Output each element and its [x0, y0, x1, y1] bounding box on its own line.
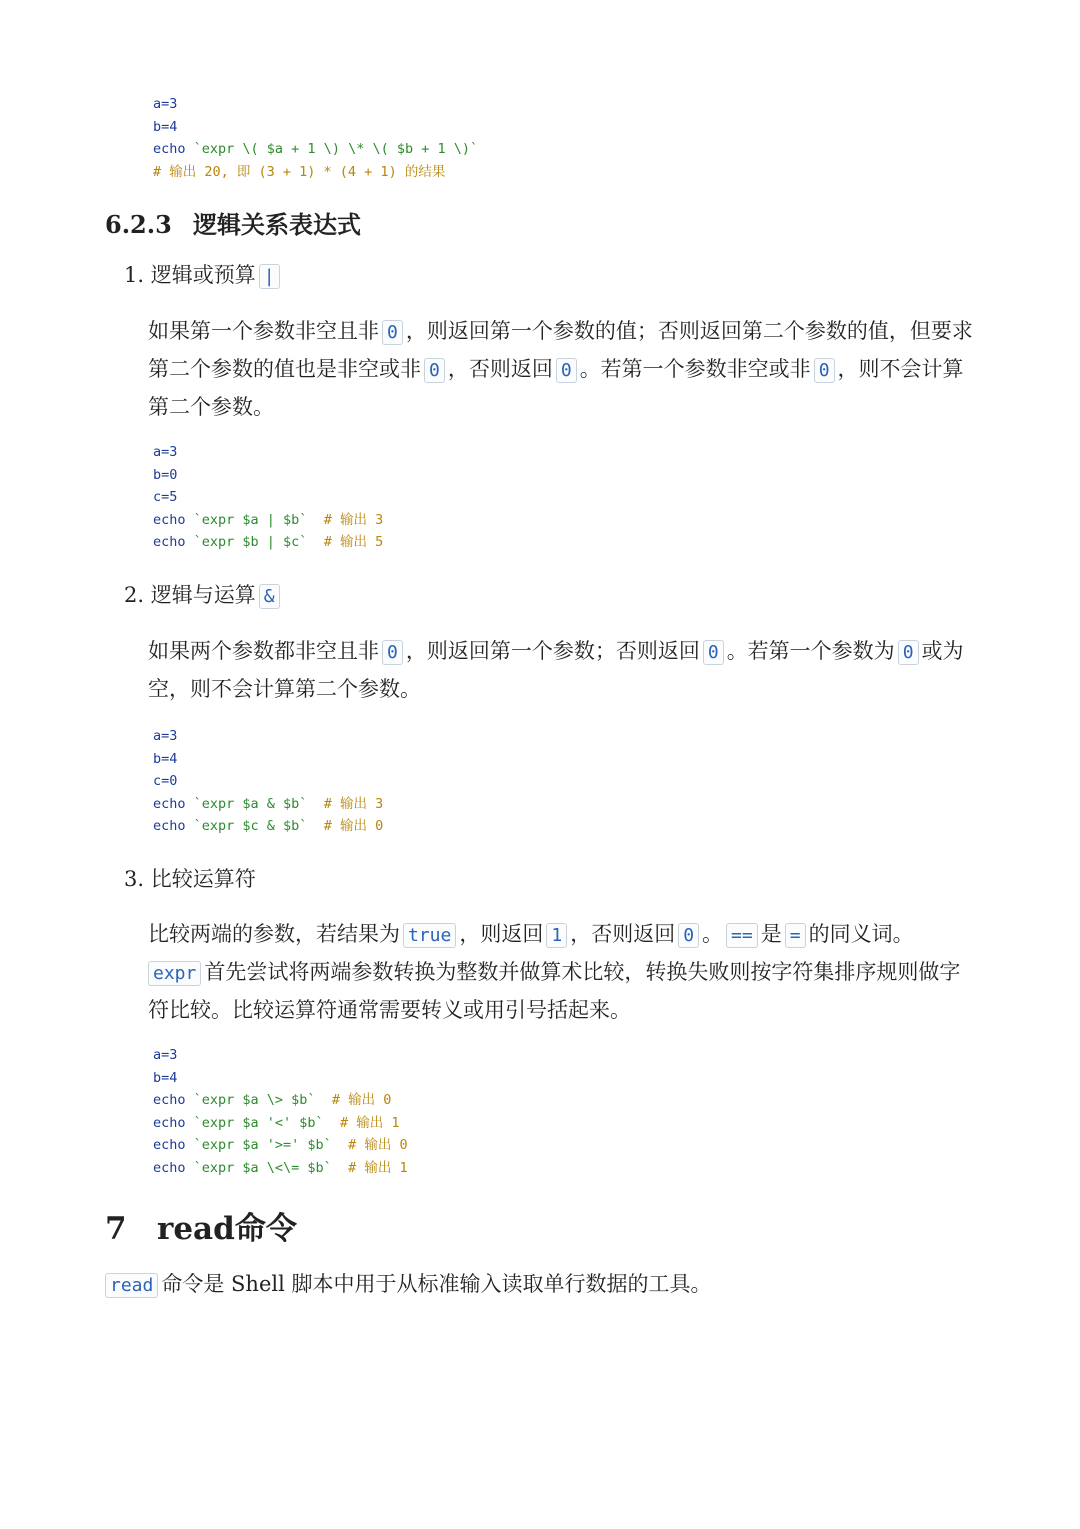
code-comment: # 输出 20, 即 (3 + 1) * (4 + 1) 的结果 — [153, 163, 446, 180]
inline-code: read — [105, 1273, 158, 1298]
paragraph-logical-and — [148, 633, 978, 707]
code-keyword: echo — [153, 1159, 186, 1176]
code-line: b=0 — [153, 466, 178, 483]
code-keyword: echo — [153, 818, 186, 835]
code-block-logical-or — [153, 441, 383, 554]
code-line: `expr $a \<\= $b` — [185, 1159, 332, 1176]
section-heading-7 — [105, 1203, 297, 1248]
text: 如果两个参数都非空且非 — [148, 639, 379, 663]
text: 或为空，则不会计算第二个参数。 — [148, 639, 964, 701]
code-line: `expr $b | $c` — [185, 534, 308, 551]
paragraph-logical-or — [148, 313, 978, 425]
inline-code: & — [259, 584, 280, 609]
list-item-label: 2. 逻辑与运算 — [124, 583, 256, 607]
code-line: a=3 — [153, 1047, 178, 1063]
code-line: a=3 — [153, 728, 178, 744]
section-number: 6.2.3 — [105, 210, 172, 239]
code-comment: # 输出 1 — [331, 1159, 408, 1176]
inline-code: 0 — [678, 923, 699, 948]
inline-code: 0 — [382, 320, 403, 345]
text: ，则返回 — [459, 922, 544, 946]
code-line: c=5 — [153, 489, 178, 506]
code-comment: # 输出 5 — [307, 534, 384, 551]
code-line: b=4 — [153, 1069, 178, 1086]
paragraph-comparison — [148, 916, 978, 1028]
code-comment: # 输出 3 — [307, 795, 384, 812]
code-line: `expr $a & $b` — [185, 795, 308, 812]
list-item-label: 3. 比较运算符 — [124, 867, 256, 891]
code-comment: # 输出 1 — [323, 1114, 400, 1131]
code-line: `expr $a '<' $b` — [185, 1114, 324, 1131]
inline-code: 0 — [898, 640, 919, 665]
code-comment: # 输出 0 — [307, 818, 384, 835]
text: 首先尝试将两端参数转换为整数并做算术比较，转换失败则按字符集排序规则做字符比较。比较运算符通常需要转义或用引号括起来。 — [148, 960, 961, 1022]
code-keyword: echo — [153, 141, 186, 158]
code-comment: # 输出 0 — [331, 1137, 408, 1154]
text: 。 — [702, 922, 724, 946]
list-item-label: 1. 逻辑或预算 — [124, 263, 256, 287]
code-comment: # 输出 3 — [307, 511, 384, 528]
code-line: `expr $a '>=' $b` — [185, 1137, 332, 1154]
inline-code: | — [259, 264, 280, 289]
paragraph-read — [105, 1266, 985, 1304]
inline-code: = — [785, 923, 806, 948]
code-keyword: echo — [153, 1092, 186, 1109]
text: 的同义词。 — [808, 922, 914, 946]
code-comment: # 输出 0 — [315, 1092, 392, 1109]
list-item-logical-and — [124, 579, 283, 609]
text: 。若第一个参数为 — [726, 639, 895, 663]
text: ，则返回第一个参数的值；否则返回第二个参数的值，但要求第二个参数的值也是非空或非 — [148, 319, 973, 381]
text: ，否则返回 — [447, 357, 553, 381]
inline-code: 0 — [424, 358, 445, 383]
text: 。若第一个参数非空或非 — [579, 357, 811, 381]
code-keyword: echo — [153, 795, 186, 812]
text: 比较两端的参数，若结果为 — [148, 922, 400, 946]
inline-code: 1 — [546, 923, 567, 948]
code-block-expr-arith — [153, 93, 478, 183]
text: ，则返回第一个参数；否则返回 — [405, 639, 700, 663]
inline-code: 0 — [556, 358, 577, 383]
inline-code: 0 — [703, 640, 724, 665]
code-keyword: echo — [153, 1114, 186, 1131]
inline-code: 0 — [382, 640, 403, 665]
code-keyword: echo — [153, 534, 186, 551]
code-keyword: echo — [153, 1137, 186, 1154]
inline-code: 0 — [814, 358, 835, 383]
inline-code: true — [403, 923, 456, 948]
section-number: 7 — [105, 1211, 127, 1247]
list-item-logical-or — [124, 259, 283, 289]
code-line: b=4 — [153, 750, 178, 767]
code-line: c=0 — [153, 773, 178, 790]
code-block-comparison — [153, 1044, 408, 1180]
code-line: `expr \( $a + 1 \) \* \( $b + 1 \)` — [185, 141, 479, 158]
list-item-comparison — [124, 863, 256, 893]
text: 命令是 Shell 脚本中用于从标准输入读取单行数据的工具。 — [161, 1272, 712, 1296]
code-line: `expr $c & $b` — [185, 818, 308, 835]
code-keyword: echo — [153, 511, 186, 528]
code-line: `expr $a \> $b` — [185, 1092, 316, 1109]
inline-code: expr — [148, 961, 201, 986]
inline-code: == — [726, 923, 758, 948]
text: 如果第一个参数非空且非 — [148, 319, 379, 343]
code-line: a=3 — [153, 444, 178, 460]
code-line: `expr $a | $b` — [185, 511, 308, 528]
section-title: 逻辑关系表达式 — [193, 210, 361, 239]
text: ，否则返回 — [570, 922, 676, 946]
code-line: a=3 — [153, 96, 178, 112]
section-heading-6-2-3 — [105, 205, 361, 240]
code-block-logical-and — [153, 725, 383, 838]
code-line: b=4 — [153, 118, 178, 135]
section-title: read命令 — [157, 1211, 297, 1247]
text: 是 — [760, 922, 782, 946]
text: ，则不会计算第二个参数。 — [148, 357, 964, 419]
